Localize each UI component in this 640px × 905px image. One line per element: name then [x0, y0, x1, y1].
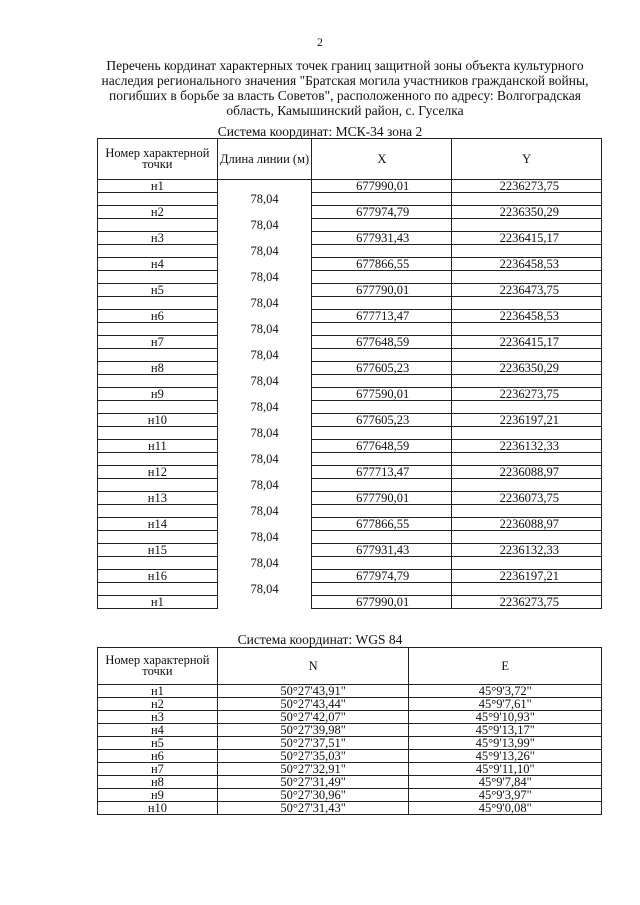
x-cell: 677866,55 [312, 518, 452, 531]
x-spacer-cell [312, 271, 452, 284]
length-row [98, 583, 602, 596]
length-cell: 78,04 [217, 271, 312, 284]
x-spacer-cell [312, 219, 452, 232]
point-cell: н10 [98, 802, 218, 815]
y-spacer-cell [452, 193, 602, 206]
y-cell: 2236273,75 [452, 388, 602, 401]
length-row [98, 349, 602, 362]
length-cell: 78,04 [217, 557, 312, 570]
table-row [98, 737, 602, 750]
y-spacer-cell [452, 505, 602, 518]
point-spacer-cell [98, 271, 218, 284]
point-spacer-cell [98, 583, 218, 596]
point-spacer-cell [98, 557, 218, 570]
length-cell: 78,04 [217, 427, 312, 440]
point-cell: н13 [98, 492, 218, 505]
y-cell: 2236088,97 [452, 518, 602, 531]
wgs-table-body [98, 685, 602, 815]
length-row [98, 193, 602, 206]
table-row [98, 310, 602, 323]
x-spacer-cell [312, 245, 452, 258]
x-cell: 677790,01 [312, 492, 452, 505]
point-spacer-cell [98, 193, 218, 206]
y-cell: 2236458,53 [452, 258, 602, 271]
y-cell: 2236132,33 [452, 440, 602, 453]
point-spacer-cell [98, 401, 218, 414]
y-cell: 2236415,17 [452, 336, 602, 349]
table-row [98, 763, 602, 776]
x-spacer-cell [312, 583, 452, 596]
document-title: Перечень кординат характерных точек границ защитной зоны объекта культурного наследия регионального значения "Братская могила участников гражданской войны, погибших в борьбе за власть Советов", расположенного по адресу: Волгоградская область, Камышинский район, с. Гуселка [101, 58, 589, 118]
x-spacer-cell [312, 479, 452, 492]
table-row [98, 685, 602, 698]
table-row [98, 206, 602, 219]
y-spacer-cell [452, 479, 602, 492]
table-header-row [98, 648, 602, 685]
point-cell: н16 [98, 570, 218, 583]
x-cell: 677713,47 [312, 310, 452, 323]
header-point: Номер характерной точки [98, 648, 218, 685]
length-row [98, 375, 602, 388]
table-row [98, 492, 602, 505]
table-row [98, 750, 602, 763]
table-row [98, 518, 602, 531]
header-y: Y [452, 139, 602, 180]
y-spacer-cell [452, 245, 602, 258]
x-cell: 677605,23 [312, 362, 452, 375]
header-x: X [312, 139, 452, 180]
length-cell: 78,04 [217, 245, 312, 258]
table-row [98, 596, 602, 609]
table-row [98, 724, 602, 737]
point-cell: н2 [98, 698, 218, 711]
table-row [98, 414, 602, 427]
point-cell: н10 [98, 414, 218, 427]
table-header-row [98, 139, 602, 180]
y-cell: 2236197,21 [452, 414, 602, 427]
msk-table-body [98, 180, 602, 609]
table-row [98, 362, 602, 375]
n-cell: 50°27'42,07" [217, 711, 409, 724]
point-spacer-cell [98, 219, 218, 232]
length-cell: 78,04 [217, 193, 312, 206]
length-row [98, 505, 602, 518]
y-spacer-cell [452, 583, 602, 596]
table-row [98, 440, 602, 453]
n-cell: 50°27'43,91" [217, 685, 409, 698]
length-gap-cell [217, 544, 312, 557]
msk-system-title: Система координат: МСК-34 зона 2 [217, 124, 423, 139]
y-cell: 2236350,29 [452, 362, 602, 375]
point-cell: н5 [98, 737, 218, 750]
length-row [98, 427, 602, 440]
header-point: Номер характерной точки [98, 139, 218, 180]
x-cell: 677866,55 [312, 258, 452, 271]
header-n: N [217, 648, 409, 685]
y-cell: 2236073,75 [452, 492, 602, 505]
y-spacer-cell [452, 323, 602, 336]
x-spacer-cell [312, 375, 452, 388]
table-row [98, 232, 602, 245]
x-spacer-cell [312, 505, 452, 518]
n-cell: 50°27'39,98" [217, 724, 409, 737]
point-cell: н5 [98, 284, 218, 297]
length-gap-cell [217, 232, 312, 245]
point-spacer-cell [98, 349, 218, 362]
point-cell: н6 [98, 750, 218, 763]
x-cell: 677974,79 [312, 570, 452, 583]
point-cell: н12 [98, 466, 218, 479]
point-spacer-cell [98, 297, 218, 310]
table-row [98, 802, 602, 815]
length-gap-cell [217, 388, 312, 401]
y-cell: 2236197,21 [452, 570, 602, 583]
n-cell: 50°27'43,44" [217, 698, 409, 711]
point-cell: н9 [98, 789, 218, 802]
e-cell: 45°9'13,26" [409, 750, 602, 763]
point-spacer-cell [98, 245, 218, 258]
e-cell: 45°9'13,17" [409, 724, 602, 737]
table-row [98, 544, 602, 557]
length-row [98, 271, 602, 284]
length-gap-cell [217, 570, 312, 583]
e-cell: 45°9'3,97" [409, 789, 602, 802]
x-spacer-cell [312, 349, 452, 362]
x-cell: 677990,01 [312, 180, 452, 193]
length-row [98, 245, 602, 258]
x-spacer-cell [312, 453, 452, 466]
wgs-system-title: Система координат: WGS 84 [237, 632, 403, 647]
table-row [98, 258, 602, 271]
point-cell: н3 [98, 711, 218, 724]
e-cell: 45°9'3,72" [409, 685, 602, 698]
x-spacer-cell [312, 557, 452, 570]
x-cell: 677990,01 [312, 596, 452, 609]
length-row [98, 219, 602, 232]
header-length: Длина линии (м) [217, 139, 312, 180]
table-row [98, 180, 602, 193]
y-spacer-cell [452, 401, 602, 414]
y-cell: 2236273,75 [452, 180, 602, 193]
y-spacer-cell [452, 557, 602, 570]
y-spacer-cell [452, 271, 602, 284]
point-cell: н2 [98, 206, 218, 219]
length-cell: 78,04 [217, 375, 312, 388]
table-row [98, 336, 602, 349]
length-cell: 78,04 [217, 583, 312, 596]
length-row [98, 557, 602, 570]
length-cell: 78,04 [217, 323, 312, 336]
table-row [98, 776, 602, 789]
x-cell: 677605,23 [312, 414, 452, 427]
point-spacer-cell [98, 453, 218, 466]
x-cell: 677713,47 [312, 466, 452, 479]
table-row [98, 789, 602, 802]
e-cell: 45°9'7,84" [409, 776, 602, 789]
point-cell: н7 [98, 763, 218, 776]
point-spacer-cell [98, 505, 218, 518]
point-cell: н1 [98, 180, 218, 193]
y-cell: 2236473,75 [452, 284, 602, 297]
point-cell: н1 [98, 685, 218, 698]
x-cell: 677790,01 [312, 284, 452, 297]
page-number: 2 [317, 35, 323, 49]
x-cell: 677931,43 [312, 544, 452, 557]
table-row [98, 388, 602, 401]
length-cell: 78,04 [217, 349, 312, 362]
x-spacer-cell [312, 323, 452, 336]
length-gap-cell [217, 284, 312, 297]
y-cell: 2236088,97 [452, 466, 602, 479]
length-gap-cell [217, 414, 312, 427]
length-row [98, 323, 602, 336]
n-cell: 50°27'35,03" [217, 750, 409, 763]
x-spacer-cell [312, 297, 452, 310]
table-row [98, 570, 602, 583]
point-cell: н8 [98, 362, 218, 375]
point-cell: н4 [98, 724, 218, 737]
wgs-coordinates-table [97, 647, 602, 815]
y-spacer-cell [452, 427, 602, 440]
n-cell: 50°27'31,43" [217, 802, 409, 815]
point-spacer-cell [98, 323, 218, 336]
length-row [98, 531, 602, 544]
n-cell: 50°27'31,49" [217, 776, 409, 789]
y-cell: 2236132,33 [452, 544, 602, 557]
y-spacer-cell [452, 297, 602, 310]
y-cell: 2236350,29 [452, 206, 602, 219]
e-cell: 45°9'7,61" [409, 698, 602, 711]
e-cell: 45°9'13,99" [409, 737, 602, 750]
point-spacer-cell [98, 375, 218, 388]
length-gap-cell [217, 310, 312, 323]
point-cell: н11 [98, 440, 218, 453]
point-cell: н4 [98, 258, 218, 271]
table-row [98, 284, 602, 297]
length-cell: 78,04 [217, 297, 312, 310]
point-cell: н15 [98, 544, 218, 557]
x-spacer-cell [312, 427, 452, 440]
length-gap-cell [217, 206, 312, 219]
x-cell: 677590,01 [312, 388, 452, 401]
n-cell: 50°27'37,51" [217, 737, 409, 750]
point-cell: н3 [98, 232, 218, 245]
x-cell: 677974,79 [312, 206, 452, 219]
length-gap-cell [217, 440, 312, 453]
length-gap-cell [217, 466, 312, 479]
point-cell: н8 [98, 776, 218, 789]
length-cell: 78,04 [217, 505, 312, 518]
length-cell: 78,04 [217, 219, 312, 232]
length-gap-cell [217, 518, 312, 531]
length-cell: 78,04 [217, 401, 312, 414]
table-row [98, 711, 602, 724]
length-row [98, 401, 602, 414]
e-cell: 45°9'0,08" [409, 802, 602, 815]
y-spacer-cell [452, 453, 602, 466]
length-gap-cell [217, 336, 312, 349]
length-row [98, 297, 602, 310]
e-cell: 45°9'10,93" [409, 711, 602, 724]
y-spacer-cell [452, 349, 602, 362]
point-cell: н1 [98, 596, 218, 609]
y-spacer-cell [452, 531, 602, 544]
point-spacer-cell [98, 479, 218, 492]
length-cell: 78,04 [217, 479, 312, 492]
length-gap-cell [217, 258, 312, 271]
msk-coordinates-table [97, 138, 602, 609]
length-gap-cell [217, 180, 312, 193]
y-spacer-cell [452, 219, 602, 232]
length-gap-cell [217, 362, 312, 375]
table-row [98, 466, 602, 479]
x-spacer-cell [312, 401, 452, 414]
y-cell: 2236415,17 [452, 232, 602, 245]
y-cell: 2236273,75 [452, 596, 602, 609]
n-cell: 50°27'32,91" [217, 763, 409, 776]
x-cell: 677648,59 [312, 336, 452, 349]
n-cell: 50°27'30,96" [217, 789, 409, 802]
y-spacer-cell [452, 375, 602, 388]
x-spacer-cell [312, 531, 452, 544]
y-cell: 2236458,53 [452, 310, 602, 323]
header-e: E [409, 648, 602, 685]
x-cell: 677648,59 [312, 440, 452, 453]
point-cell: н6 [98, 310, 218, 323]
length-gap-cell [217, 596, 312, 609]
point-spacer-cell [98, 531, 218, 544]
length-row [98, 453, 602, 466]
length-gap-cell [217, 492, 312, 505]
point-spacer-cell [98, 427, 218, 440]
point-cell: н14 [98, 518, 218, 531]
point-cell: н9 [98, 388, 218, 401]
e-cell: 45°9'11,10" [409, 763, 602, 776]
point-cell: н7 [98, 336, 218, 349]
length-cell: 78,04 [217, 453, 312, 466]
length-cell: 78,04 [217, 531, 312, 544]
table-row [98, 698, 602, 711]
length-row [98, 479, 602, 492]
x-cell: 677931,43 [312, 232, 452, 245]
x-spacer-cell [312, 193, 452, 206]
